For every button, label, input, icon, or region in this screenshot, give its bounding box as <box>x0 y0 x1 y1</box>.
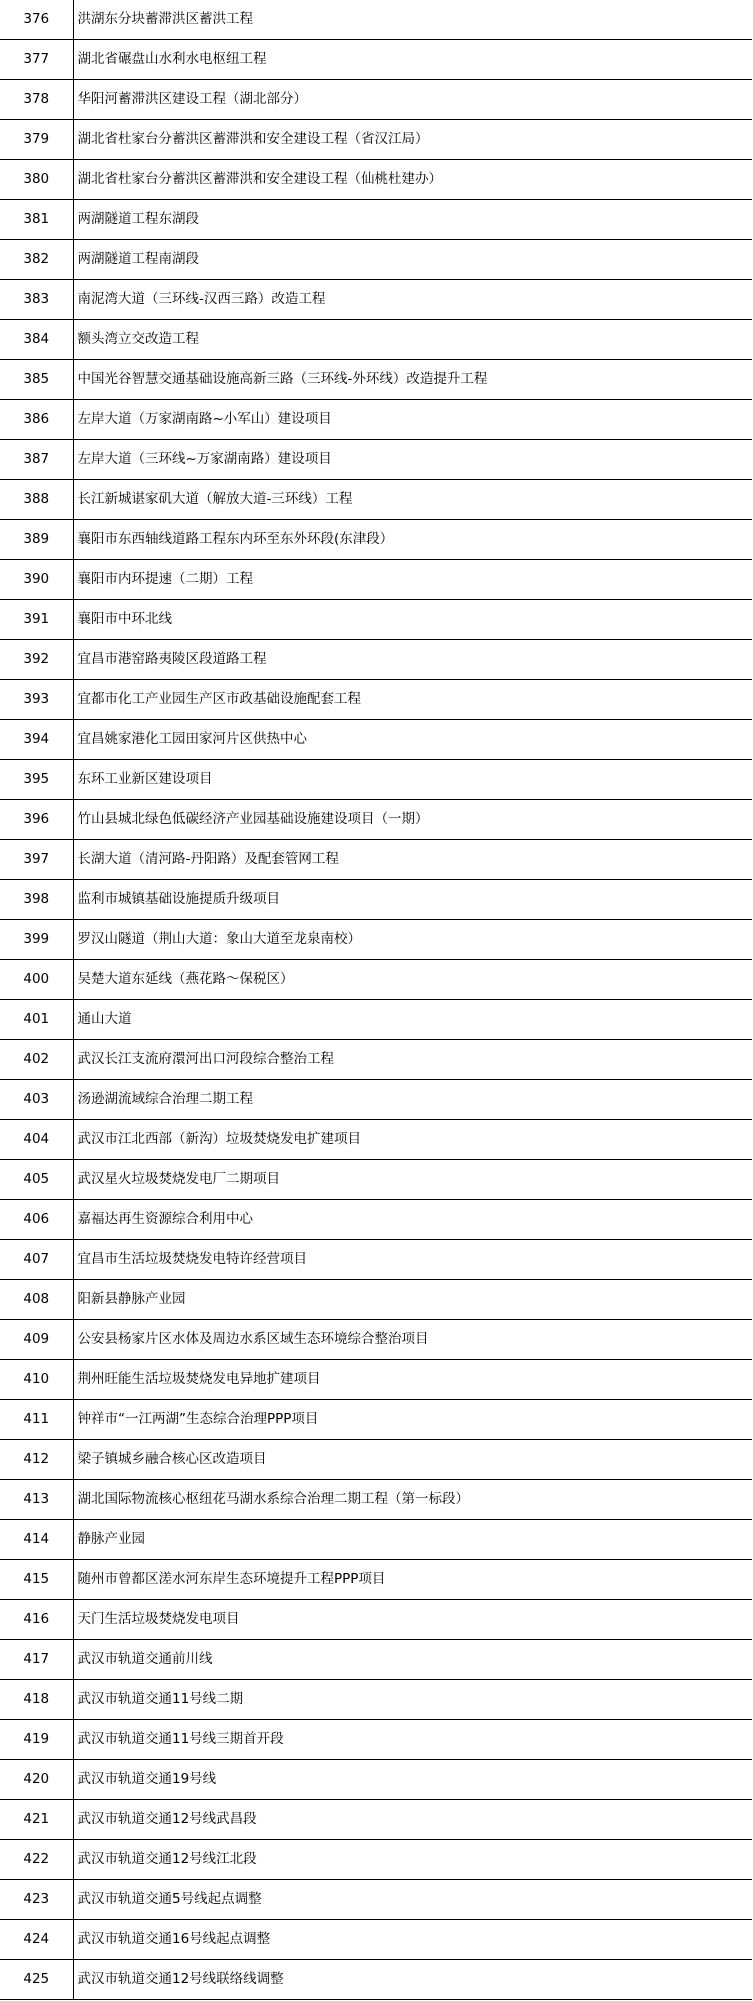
table-row <box>0 840 752 880</box>
table-row <box>0 1440 752 1480</box>
row-number-cell: 412 <box>0 1440 73 1480</box>
row-number-cell: 389 <box>0 520 73 560</box>
project-name-cell: 湖北国际物流核心枢纽花马湖水系综合治理二期工程（第一标段） <box>73 1480 752 1520</box>
table-row <box>0 1240 752 1280</box>
project-name-cell: 长江新城谌家矶大道（解放大道-三环线）工程 <box>73 480 752 520</box>
row-number-cell: 390 <box>0 560 73 600</box>
row-number-cell: 420 <box>0 1760 73 1800</box>
project-name-cell: 武汉市轨道交通5号线起点调整 <box>73 1880 752 1920</box>
row-number-cell: 422 <box>0 1840 73 1880</box>
project-name-cell: 左岸大道（万家湖南路~小军山）建设项目 <box>73 400 752 440</box>
project-name-cell: 襄阳市中环北线 <box>73 600 752 640</box>
row-number-cell: 404 <box>0 1120 73 1160</box>
table-row <box>0 720 752 760</box>
row-number-cell: 416 <box>0 1600 73 1640</box>
table-row <box>0 120 752 160</box>
table-row <box>0 1120 752 1160</box>
project-name-cell: 武汉市轨道交通11号线三期首开段 <box>73 1720 752 1760</box>
project-name-cell: 两湖隧道工程南湖段 <box>73 240 752 280</box>
row-number-cell: 379 <box>0 120 73 160</box>
project-name-cell: 宜都市化工产业园生产区市政基础设施配套工程 <box>73 680 752 720</box>
table-row <box>0 680 752 720</box>
project-name-cell: 额头湾立交改造工程 <box>73 320 752 360</box>
project-name-cell: 武汉市轨道交通11号线二期 <box>73 1680 752 1720</box>
row-number-cell: 405 <box>0 1160 73 1200</box>
project-name-cell: 南泥湾大道（三环线-汉西三路）改造工程 <box>73 280 752 320</box>
table-row <box>0 960 752 1000</box>
project-name-cell: 洪湖东分块蓄滞洪区蓄洪工程 <box>73 0 752 40</box>
table-row <box>0 1880 752 1920</box>
project-name-cell: 东环工业新区建设项目 <box>73 760 752 800</box>
row-number-cell: 383 <box>0 280 73 320</box>
project-name-cell: 随州市曾都区溠水河东岸生态环境提升工程PPP项目 <box>73 1560 752 1600</box>
project-name-cell: 武汉市轨道交通16号线起点调整 <box>73 1920 752 1960</box>
project-name-cell: 竹山县城北绿色低碳经济产业园基础设施建设项目（一期） <box>73 800 752 840</box>
table-row <box>0 1200 752 1240</box>
row-number-cell: 388 <box>0 480 73 520</box>
table-row <box>0 520 752 560</box>
row-number-cell: 393 <box>0 680 73 720</box>
table-row <box>0 0 752 40</box>
table-row <box>0 920 752 960</box>
row-number-cell: 377 <box>0 40 73 80</box>
row-number-cell: 408 <box>0 1280 73 1320</box>
project-name-cell: 左岸大道（三环线~万家湖南路）建设项目 <box>73 440 752 480</box>
row-number-cell: 376 <box>0 0 73 40</box>
row-number-cell: 380 <box>0 160 73 200</box>
table-row <box>0 40 752 80</box>
row-number-cell: 411 <box>0 1400 73 1440</box>
row-number-cell: 400 <box>0 960 73 1000</box>
row-number-cell: 384 <box>0 320 73 360</box>
project-name-cell: 梁子镇城乡融合核心区改造项目 <box>73 1440 752 1480</box>
table-row <box>0 600 752 640</box>
project-name-cell: 天门生活垃圾焚烧发电项目 <box>73 1600 752 1640</box>
row-number-cell: 382 <box>0 240 73 280</box>
row-number-cell: 414 <box>0 1520 73 1560</box>
project-name-cell: 汤逊湖流域综合治理二期工程 <box>73 1080 752 1120</box>
table-row <box>0 1480 752 1520</box>
table-row <box>0 200 752 240</box>
row-number-cell: 386 <box>0 400 73 440</box>
project-name-cell: 中国光谷智慧交通基础设施高新三路（三环线-外环线）改造提升工程 <box>73 360 752 400</box>
project-name-cell: 嘉福达再生资源综合利用中心 <box>73 1200 752 1240</box>
project-name-cell: 钟祥市“一江两湖”生态综合治理PPP项目 <box>73 1400 752 1440</box>
table-row <box>0 1400 752 1440</box>
project-name-cell: 武汉星火垃圾焚烧发电厂二期项目 <box>73 1160 752 1200</box>
table-row <box>0 1040 752 1080</box>
row-number-cell: 413 <box>0 1480 73 1520</box>
project-name-cell: 武汉市轨道交通12号线武昌段 <box>73 1800 752 1840</box>
table-row <box>0 1800 752 1840</box>
project-name-cell: 武汉市轨道交通12号线联络线调整 <box>73 1960 752 2000</box>
table-row <box>0 1840 752 1880</box>
table-row <box>0 440 752 480</box>
row-number-cell: 406 <box>0 1200 73 1240</box>
table-row <box>0 1920 752 1960</box>
row-number-cell: 387 <box>0 440 73 480</box>
project-name-cell: 两湖隧道工程东湖段 <box>73 200 752 240</box>
row-number-cell: 424 <box>0 1920 73 1960</box>
table-row <box>0 1640 752 1680</box>
row-number-cell: 421 <box>0 1800 73 1840</box>
table-row <box>0 1160 752 1200</box>
project-name-cell: 武汉市江北西部（新沟）垃圾焚烧发电扩建项目 <box>73 1120 752 1160</box>
row-number-cell: 403 <box>0 1080 73 1120</box>
table-row <box>0 1000 752 1040</box>
table-row <box>0 160 752 200</box>
row-number-cell: 425 <box>0 1960 73 2000</box>
table-row <box>0 400 752 440</box>
table-row <box>0 1600 752 1640</box>
project-name-cell: 静脉产业园 <box>73 1520 752 1560</box>
row-number-cell: 397 <box>0 840 73 880</box>
project-name-cell: 通山大道 <box>73 1000 752 1040</box>
row-number-cell: 395 <box>0 760 73 800</box>
table-row <box>0 480 752 520</box>
project-name-cell: 公安县杨家片区水体及周边水系区域生态环境综合整治项目 <box>73 1320 752 1360</box>
table-row <box>0 800 752 840</box>
row-number-cell: 392 <box>0 640 73 680</box>
row-number-cell: 407 <box>0 1240 73 1280</box>
project-name-cell: 监利市城镇基础设施提质升级项目 <box>73 880 752 920</box>
row-number-cell: 410 <box>0 1360 73 1400</box>
row-number-cell: 409 <box>0 1320 73 1360</box>
project-name-cell: 华阳河蓄滞洪区建设工程（湖北部分） <box>73 80 752 120</box>
row-number-cell: 423 <box>0 1880 73 1920</box>
row-number-cell: 391 <box>0 600 73 640</box>
row-number-cell: 401 <box>0 1000 73 1040</box>
table-row <box>0 880 752 920</box>
table-row <box>0 360 752 400</box>
table-row <box>0 320 752 360</box>
project-name-cell: 宜昌市生活垃圾焚烧发电特许经营项目 <box>73 1240 752 1280</box>
project-name-cell: 荆州旺能生活垃圾焚烧发电异地扩建项目 <box>73 1360 752 1400</box>
table-row <box>0 1280 752 1320</box>
project-name-cell: 襄阳市内环提速（二期）工程 <box>73 560 752 600</box>
table-row <box>0 80 752 120</box>
table-row <box>0 280 752 320</box>
project-name-cell: 阳新县静脉产业园 <box>73 1280 752 1320</box>
project-name-cell: 吴楚大道东延线（燕花路～保税区） <box>73 960 752 1000</box>
row-number-cell: 398 <box>0 880 73 920</box>
table-row <box>0 1080 752 1120</box>
table-row <box>0 760 752 800</box>
project-name-cell: 湖北省杜家台分蓄洪区蓄滞洪和安全建设工程（省汉江局） <box>73 120 752 160</box>
project-name-cell: 武汉长江支流府澴河出口河段综合整治工程 <box>73 1040 752 1080</box>
project-name-cell: 武汉市轨道交通19号线 <box>73 1760 752 1800</box>
row-number-cell: 378 <box>0 80 73 120</box>
row-number-cell: 385 <box>0 360 73 400</box>
project-name-cell: 武汉市轨道交通前川线 <box>73 1640 752 1680</box>
project-name-cell: 长湖大道（清河路-丹阳路）及配套管网工程 <box>73 840 752 880</box>
row-number-cell: 394 <box>0 720 73 760</box>
row-number-cell: 417 <box>0 1640 73 1680</box>
table-row <box>0 1520 752 1560</box>
project-name-cell: 罗汉山隧道（荆山大道：象山大道至龙泉南校） <box>73 920 752 960</box>
project-name-cell: 宜昌市港窑路夷陵区段道路工程 <box>73 640 752 680</box>
table-row <box>0 560 752 600</box>
project-name-cell: 宜昌姚家港化工园田家河片区供热中心 <box>73 720 752 760</box>
table-row <box>0 1320 752 1360</box>
row-number-cell: 415 <box>0 1560 73 1600</box>
table-row <box>0 640 752 680</box>
table-row <box>0 1960 752 2000</box>
row-number-cell: 419 <box>0 1720 73 1760</box>
row-number-cell: 402 <box>0 1040 73 1080</box>
row-number-cell: 381 <box>0 200 73 240</box>
table-row <box>0 1360 752 1400</box>
row-number-cell: 396 <box>0 800 73 840</box>
project-name-cell: 襄阳市东西轴线道路工程东内环至东外环段(东津段） <box>73 520 752 560</box>
row-number-cell: 399 <box>0 920 73 960</box>
project-name-cell: 武汉市轨道交通12号线江北段 <box>73 1840 752 1880</box>
row-number-cell: 418 <box>0 1680 73 1720</box>
table-row <box>0 1720 752 1760</box>
project-name-cell: 湖北省杜家台分蓄洪区蓄滞洪和安全建设工程（仙桃杜建办） <box>73 160 752 200</box>
table-row <box>0 1680 752 1720</box>
table-row <box>0 240 752 280</box>
project-name-cell: 湖北省碾盘山水利水电枢纽工程 <box>73 40 752 80</box>
table-row <box>0 1560 752 1600</box>
table-row <box>0 1760 752 1800</box>
